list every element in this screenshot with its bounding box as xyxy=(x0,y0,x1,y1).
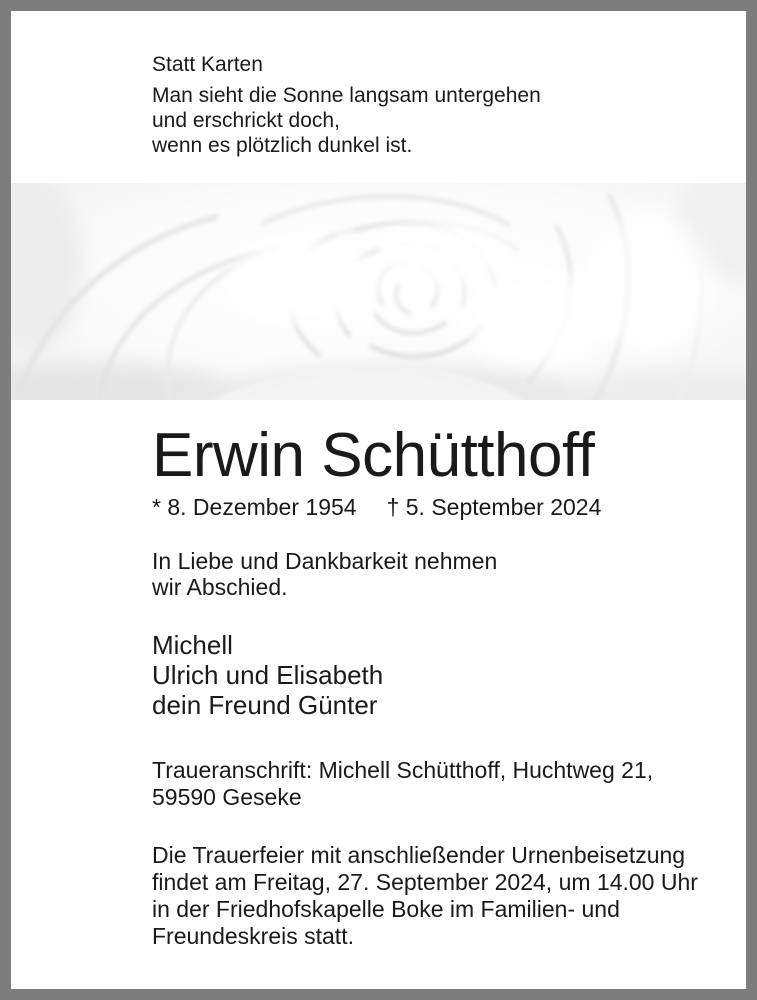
mourners-list xyxy=(152,630,383,720)
farewell-line: In Liebe und Dankbarkeit nehmen xyxy=(152,548,498,574)
poem xyxy=(152,83,541,158)
farewell-line: wir Abschied. xyxy=(152,574,288,600)
death-date: † 5. September 2024 xyxy=(386,494,602,520)
life-dates xyxy=(152,494,601,520)
deceased-name: Erwin Schütthoff xyxy=(152,421,595,490)
mourner-name: dein Freund Günter xyxy=(152,690,378,720)
service-line: Die Trauerfeier mit anschließender Urnenbeisetzung xyxy=(152,842,686,868)
service-line: in der Friedhofskapelle Boke im Familien- und xyxy=(152,896,620,922)
mourner-name: Michell xyxy=(152,630,233,660)
rose-illustration xyxy=(11,183,746,400)
poem-line: Man sieht die Sonne langsam untergehen xyxy=(152,84,541,107)
service-line: Freundeskreis statt. xyxy=(152,923,354,949)
farewell-text xyxy=(152,548,497,600)
poem-line: und erschrickt doch, xyxy=(152,109,340,132)
white-rose-photo xyxy=(11,183,746,400)
address-line: Traueranschrift: Michell Schütthoff, Huchtweg 21, xyxy=(152,757,654,783)
poem-line: wenn es plötzlich dunkel ist. xyxy=(152,134,413,157)
funeral-service-info xyxy=(152,842,698,950)
birth-date: * 8. Dezember 1954 xyxy=(152,494,357,520)
condolence-address xyxy=(152,757,653,811)
pre-header: Statt Karten xyxy=(152,53,263,76)
service-line: findet am Freitag, 27. September 2024, um 14.00 Uhr xyxy=(152,869,698,895)
mourner-name: Ulrich und Elisabeth xyxy=(152,660,384,690)
address-line: 59590 Geseke xyxy=(152,784,302,810)
